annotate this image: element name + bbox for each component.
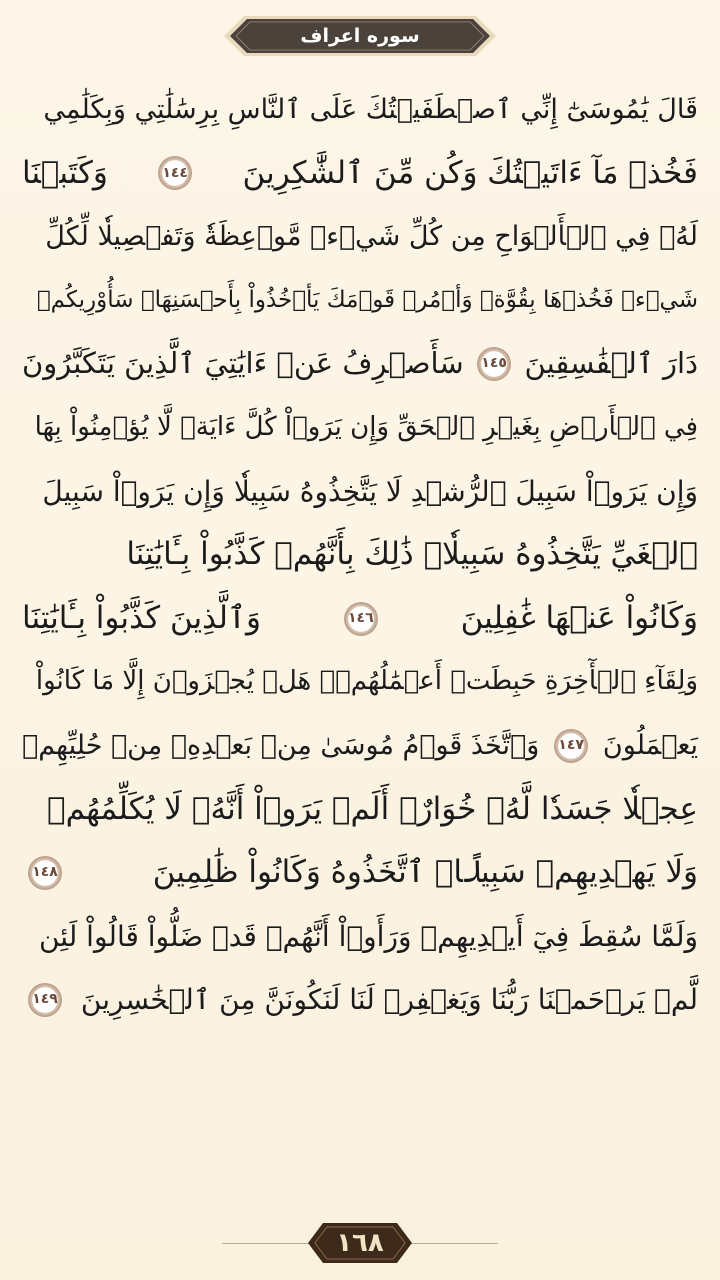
ayah-number-marker: ١٤٤	[158, 156, 192, 190]
verse-text: وَلَا يَهۡدِيهِمۡ سَبِيلًاۘ ٱتَّخَذُوهُ وَكَانُواْ ظَٰلِمِينَ	[152, 854, 698, 891]
verse-line	[22, 142, 698, 206]
verse-text: يَعۡمَلُونَ	[602, 729, 698, 761]
verse-line	[22, 396, 698, 460]
verse-line	[22, 968, 698, 1032]
verse-line	[22, 269, 698, 333]
ayah-number-marker: ١٤٦	[344, 602, 378, 636]
verse-line	[22, 78, 698, 142]
verse-line	[22, 332, 698, 396]
verse-lines	[22, 78, 698, 1032]
verse-text: ٱلۡغَيِّ يَتَّخِذُوهُ سَبِيلٗاۚ ذَٰلِكَ بِأَنَّهُمۡ كَذَّبُواْ بِـَٔايَٰتِنَا	[126, 536, 698, 573]
verse-text: فَخُذۡ مَآ ءَاتَيۡتُكَ وَكُن مِّنَ ٱلشَّٰكِرِينَ	[242, 154, 698, 191]
verse-text: لَهُۥ فِي ٱلۡأَلۡوَاحِ مِن كُلِّ شَيۡءٖ مَّوۡعِظَةٗ وَتَفۡصِيلٗا لِّكُلِّ	[45, 221, 698, 253]
verse-text: قَالَ يَٰمُوسَىٰٓ إِنِّي ٱصۡطَفَيۡتُكَ عَلَى ٱلنَّاسِ بِرِسَٰلَٰتِي وَبِكَلَٰمِي	[43, 94, 698, 125]
verse-line	[22, 841, 698, 905]
verse-line	[22, 650, 698, 714]
verse-line	[22, 905, 698, 969]
ayah-number-marker: ١٤٨	[28, 856, 62, 890]
verse-text: عِجۡلٗا جَسَدٗا لَّهُۥ خُوَارٌۚ أَلَمۡ يَرَوۡاْ أَنَّهُۥ لَا يُكَلِّمُهُمۡ	[47, 790, 698, 827]
verse-line	[22, 523, 698, 587]
page-number: ١٦٨	[336, 1228, 384, 1258]
verse-text: فِي ٱلۡأَرۡضِ بِغَيۡرِ ٱلۡحَقِّ وَإِن يَرَوۡاْ كُلَّ ءَايَةٖ لَّا يُؤۡمِنُواْ بِهَا	[34, 411, 698, 442]
surah-title: سوره اعراف	[300, 25, 420, 47]
footer-divider-left	[222, 1243, 312, 1244]
verse-text: دَارَ ٱلۡفَٰسِقِينَ	[524, 346, 698, 381]
verse-text: وَٱلَّذِينَ كَذَّبُواْ بِـَٔايَٰتِنَا	[22, 599, 262, 636]
ayah-number-marker: ١٤٩	[28, 983, 62, 1017]
surah-header-banner	[220, 12, 500, 60]
verse-text: وَكَانُواْ عَنۡهَا غَٰفِلِينَ	[460, 599, 698, 636]
verse-text: وَٱتَّخَذَ قَوۡمُ مُوسَىٰ مِنۢ بَعۡدِهِۦ مِنۡ حُلِيِّهِمۡ	[22, 729, 540, 761]
ayah-number-marker: ١٤٥	[477, 347, 511, 381]
verse-text: لَّمۡ يَرۡحَمۡنَا رَبُّنَا وَيَغۡفِرۡ لَنَا لَنَكُونَنَّ مِنَ ٱلۡخَٰسِرِينَ	[80, 983, 698, 1017]
verse-text: وَكَتَبۡنَا	[22, 154, 108, 191]
verse-line	[22, 714, 698, 778]
verse-text: سَأَصۡرِفُ عَنۡ ءَايَٰتِيَ ٱلَّذِينَ يَتَكَبَّرُونَ	[22, 346, 464, 381]
verse-text: وَلِقَآءِ ٱلۡأٓخِرَةِ حَبِطَتۡ أَعۡمَٰلُهُمۡۚ هَلۡ يُجۡزَوۡنَ إِلَّا مَا كَانُواْ	[35, 666, 698, 697]
page-number-badge	[305, 1220, 415, 1266]
verse-line	[22, 460, 698, 524]
verse-line	[22, 205, 698, 269]
verse-line	[22, 587, 698, 651]
verse-text: وَلَمَّا سُقِطَ فِيٓ أَيۡدِيهِمۡ وَرَأَوۡاْ أَنَّهُمۡ قَدۡ ضَلُّواْ قَالُواْ لَئِن	[38, 919, 698, 953]
verse-line	[22, 778, 698, 842]
footer-divider-right	[408, 1243, 498, 1244]
ayah-number-marker: ١٤٧	[554, 729, 588, 763]
verse-text: شَيۡءٖ فَخُذۡهَا بِقُوَّةٖ وَأۡمُرۡ قَوۡمَكَ يَأۡخُذُواْ بِأَحۡسَنِهَاۚ سَأُوْرِيكُمۡ	[36, 286, 698, 313]
verse-text: وَإِن يَرَوۡاْ سَبِيلَ ٱلرُّشۡدِ لَا يَتَّخِذُوهُ سَبِيلٗا وَإِن يَرَوۡاْ سَبِيلَ	[42, 474, 698, 508]
